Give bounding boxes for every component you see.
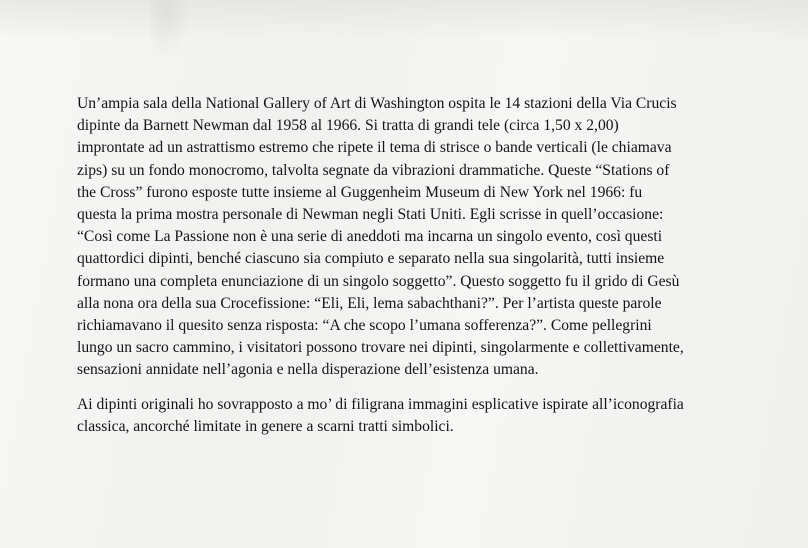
paragraph-spacer xyxy=(77,382,777,394)
paper-shadow xyxy=(0,0,808,40)
text-line: questa la prima mostra personale di Newman negli Stati Uniti. Egli scrisse in quell’occasione: xyxy=(77,206,664,224)
text-line: improntate ad un astrattismo estremo che ripete il tema di strisce o bande verticali (le chiamava xyxy=(77,139,672,157)
text-line: quattordici dipinti, benché ciascuno sia compiuto e separato nella sua singolarità, tutti insieme xyxy=(77,250,665,268)
text-line: classica, ancorché limitate in genere a scarni tratti simbolici. xyxy=(77,417,454,435)
text-line: Un’ampia sala della National Gallery of Art di Washington ospita le 14 stazioni della Via Crucis xyxy=(77,95,677,112)
text-line: the Cross” furono esposte tutte insieme al Guggenheim Museum di New York nel 1966: fu xyxy=(77,183,643,201)
paragraph-2 xyxy=(77,394,777,438)
text-line: sensazioni annidate nell’agonia e nella disperazione dell’esistenza umana. xyxy=(77,361,539,379)
text-line: “Così come La Passione non è una serie di aneddoti ma incarna un singolo evento, così questi xyxy=(77,228,663,246)
text-line: zips) su un fondo monocromo, talvolta segnate da vibrazioni drammatiche. Queste “Stations of xyxy=(77,161,670,179)
text-line: alla nona ora della sua Crocefissione: “Eli, Eli, lema sabachthani?”. Per l’artista queste parole xyxy=(77,294,662,312)
text-line: lungo un sacro cammino, i visitatori possono trovare nei dipinti, singolarmente e collettivamente, xyxy=(77,339,684,357)
text-line: dipinte da Barnett Newman dal 1958 al 1966. Si tratta di grandi tele (circa 1,50 x 2,00) xyxy=(77,117,619,135)
text-line: formano una completa enunciazione di un singolo soggetto”. Questo soggetto fu il grido di Gesù xyxy=(77,272,680,290)
paper-crease xyxy=(150,0,190,60)
text-line: Ai dipinti originali ho sovrapposto a mo’ di filigrana immagini esplicative ispirate all’iconografia xyxy=(77,395,684,413)
text-line: richiamavano il quesito senza risposta: “A che scopo l’umana sofferenza?”. Come pellegrini xyxy=(77,317,652,335)
document-text xyxy=(77,93,777,438)
paragraph-1 xyxy=(77,93,777,382)
